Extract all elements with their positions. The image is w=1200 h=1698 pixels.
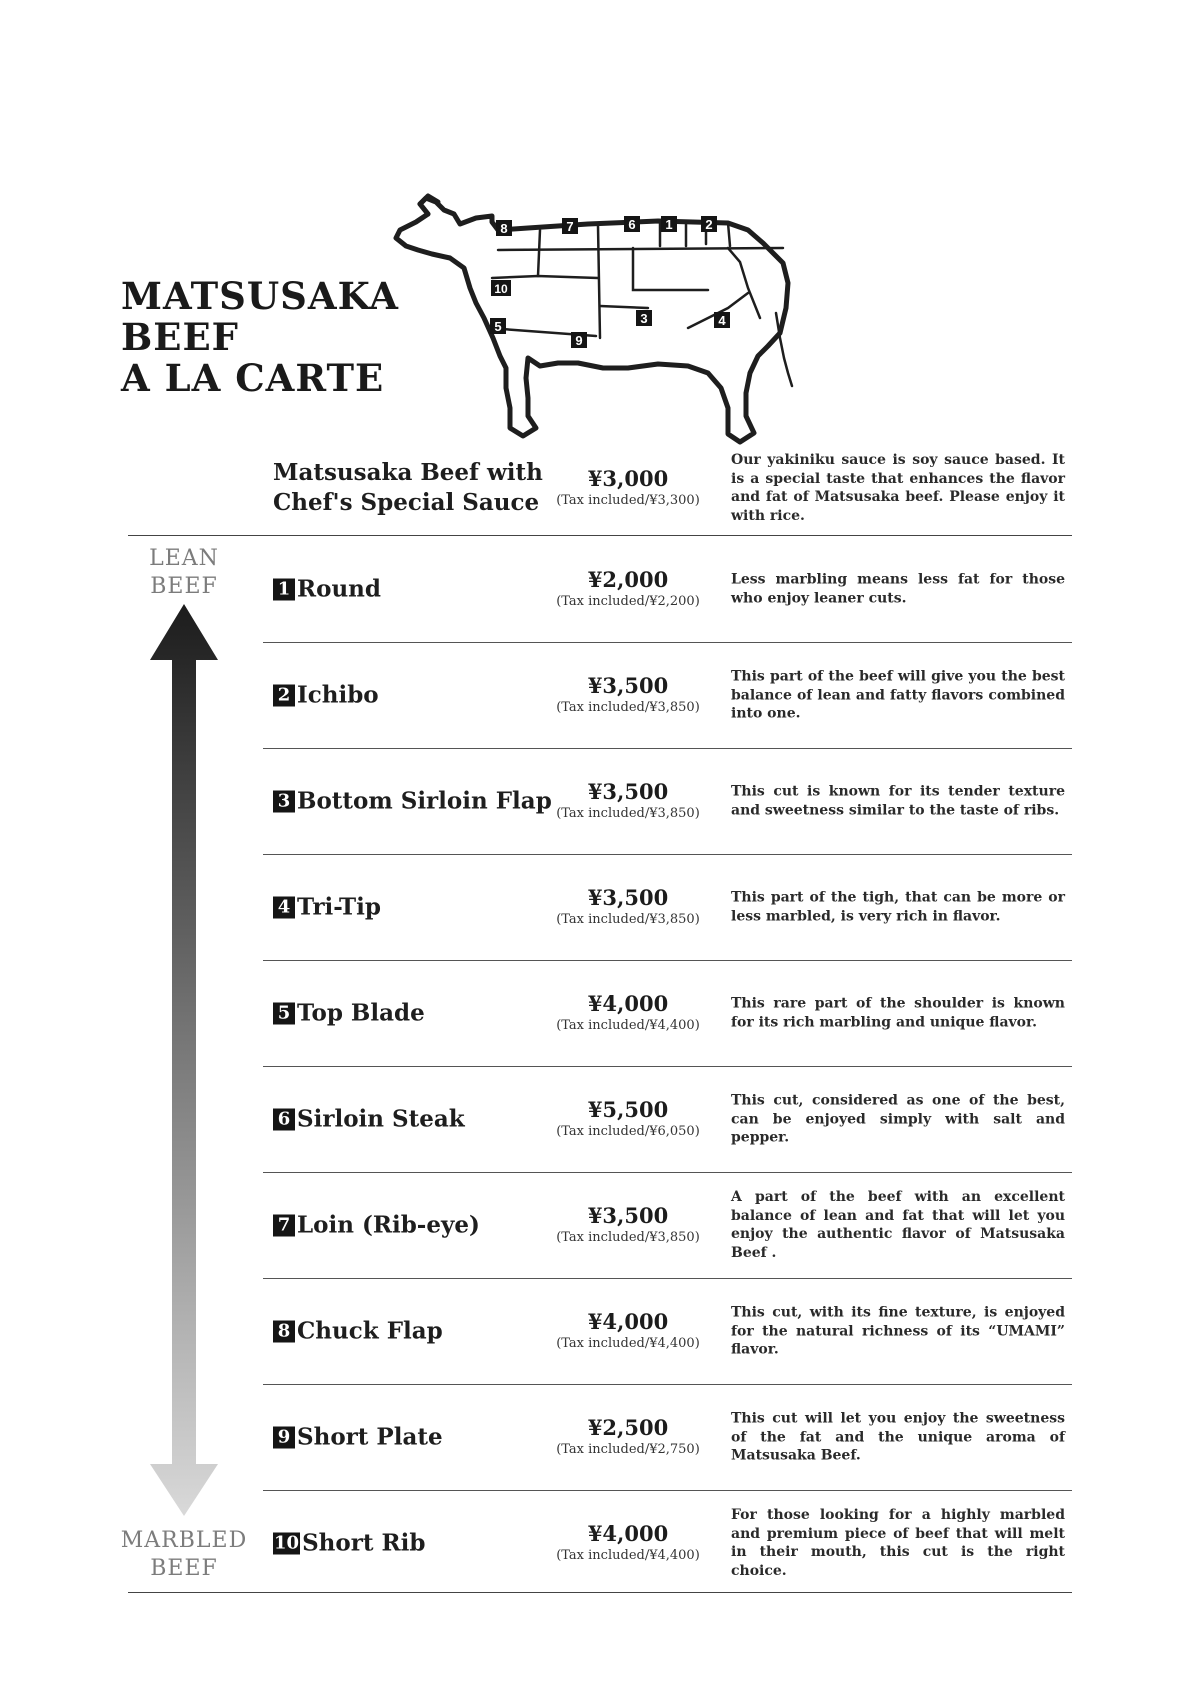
scale-marbled-line-2: BEEF [150,1556,218,1581]
item-number-badge: 3 [273,790,295,812]
item-name-block [273,894,381,921]
item-price-block [553,1309,703,1353]
item-tax-price: (Tax included/¥6,050) [556,1124,700,1139]
item-description: This part of the tigh, that can be more or less marbled, is very rich in flavor. [731,889,1065,924]
diagram-num-5: 5 [494,319,502,334]
menu-item [263,1172,1072,1279]
cut-line-mid [492,276,598,278]
diagram-num-9: 9 [575,333,583,348]
item-name-block [273,1212,480,1239]
item-tax-price: (Tax included/¥2,750) [556,1442,700,1457]
special-sauce-item [273,448,1073,528]
title-line-2: BEEF [121,315,239,359]
item-price: ¥4,000 [587,1521,669,1546]
special-name-line-2: Chef's Special Sauce [273,489,540,516]
menu-item [263,1066,1072,1173]
item-name: Sirloin Steak [297,1105,465,1133]
special-price: ¥3,000 [587,466,669,491]
scale-lean-line-2: BEEF [150,574,218,599]
menu-item [263,642,1072,749]
item-description: For those looking for a highly marbled and premium piece of beef that will melt in their mouth, this cut is the right choice. [731,1507,1065,1579]
item-price: ¥4,000 [587,991,669,1016]
item-price: ¥3,500 [587,885,669,910]
item-tax-price: (Tax included/¥3,850) [556,806,700,821]
item-price: ¥4,000 [587,1309,669,1334]
special-description: Our yakiniku sauce is soy sauce based. It is a special taste that enhances the flavor and fat of Matsusaka beef. Please enjoy it with rice. [731,452,1065,524]
item-description: This cut, considered as one of the best, can be enjoyed simply with salt and pepper. [731,1092,1065,1146]
item-name: Ichibo [297,681,379,709]
item-name: Chuck Flap [297,1317,443,1345]
cow-ear [420,196,438,214]
item-number-badge: 9 [273,1426,295,1448]
diagram-num-1: 1 [665,217,673,232]
diagram-num-4: 4 [718,313,726,328]
item-price-block [553,885,703,929]
item-name: Short Rib [302,1529,426,1557]
item-price-block [553,567,703,611]
menu-item [263,1278,1072,1385]
item-name: Bottom Sirloin Flap [297,787,552,815]
page-title [121,276,399,399]
item-tax-price: (Tax included/¥4,400) [556,1018,700,1033]
item-number-badge: 8 [273,1320,295,1342]
item-description: A part of the beef with an excellent balance of lean and fat that will let you enjoy the authentic flavor of Matsusaka Beef . [731,1189,1065,1261]
item-description: This cut, with its fine texture, is enjoyed for the natural richness of its “UMAMI” flavor. [731,1304,1065,1358]
title-line-1: MATSUSAKA [121,274,399,318]
item-price: ¥2,000 [587,567,669,592]
cut-line-belly [600,306,648,308]
cut-line-rear [728,248,760,318]
item-tax-price: (Tax included/¥4,400) [556,1548,700,1563]
scale-marbled-line-1: MARBLED [120,1528,248,1553]
special-name [273,458,543,518]
item-name-block [273,1530,425,1557]
cut-line-v2 [598,226,600,338]
special-name-line-1: Matsusaka Beef with [273,459,543,486]
scale-lean-line-1: LEAN [149,546,219,571]
item-number-badge: 2 [273,684,295,706]
menu-item [263,536,1072,643]
cut-line-top [498,248,783,250]
menu-item [263,1384,1072,1491]
menu-item [263,748,1072,855]
item-name: Tri-Tip [297,893,381,921]
item-tax-price: (Tax included/¥3,850) [556,1230,700,1245]
item-price-block [553,1097,703,1141]
diagram-num-8: 8 [500,221,508,236]
item-price: ¥3,500 [587,673,669,698]
item-price-block [553,779,703,823]
title-line-3: A LA CARTE [121,356,385,400]
item-tax-price: (Tax included/¥2,200) [556,594,700,609]
item-price: ¥3,500 [587,1203,669,1228]
item-description: This part of the beef will give you the best balance of lean and fatty flavors combined into one. [731,668,1065,722]
item-description: Less marbling means less fat for those who enjoy leaner cuts. [731,571,1065,606]
diagram-num-6: 6 [628,217,636,232]
item-name-block [273,1424,443,1451]
item-price-block [553,991,703,1035]
item-name-block [273,576,381,603]
scale-label-lean [114,545,254,601]
item-name-block [273,682,379,709]
item-number-badge: 7 [273,1214,295,1236]
item-price-block [553,673,703,717]
cow-cuts-diagram [388,188,828,450]
item-tax-price: (Tax included/¥4,400) [556,1336,700,1351]
cut-line-v1 [538,230,540,276]
item-price-block [553,1203,703,1247]
item-name-block [273,788,552,815]
item-name-block [273,1106,465,1133]
cut-line-pocket [633,248,708,290]
item-number-badge: 10 [274,1532,300,1553]
item-tax-price: (Tax included/¥3,850) [556,912,700,927]
menu-item [263,1490,1072,1596]
special-price-block [553,466,703,510]
lean-to-marbled-arrow [148,604,220,1516]
item-description: This cut will let you enjoy the sweetness of the fat and the unique aroma of Matsusaka Beef. [731,1410,1065,1464]
item-price: ¥5,500 [587,1097,669,1122]
item-tax-price: (Tax included/¥3,850) [556,700,700,715]
item-name: Loin (Rib-eye) [297,1211,480,1239]
diagram-num-2: 2 [705,217,713,232]
menu-item [263,854,1072,961]
divider-bottom [128,1592,1072,1593]
item-description: This rare part of the shoulder is known for its rich marbling and unique flavor. [731,995,1065,1030]
special-tax-price: (Tax included/¥3,300) [556,493,700,508]
diagram-num-3: 3 [640,311,648,326]
item-name: Top Blade [297,999,425,1027]
item-number-badge: 5 [273,1002,295,1024]
item-number-badge: 1 [273,578,295,600]
item-price: ¥3,500 [587,779,669,804]
item-name-block [273,1318,443,1345]
item-price: ¥2,500 [587,1415,669,1440]
diagram-num-10: 10 [494,282,508,296]
diagram-num-7: 7 [566,219,574,234]
item-price-block [553,1521,703,1565]
item-number-badge: 4 [273,896,295,918]
item-description: This cut is known for its tender texture and sweetness similar to the taste of ribs. [731,783,1065,818]
menu-item [263,960,1072,1067]
item-number-badge: 6 [273,1108,295,1130]
item-name: Round [297,575,381,603]
item-price-block [553,1415,703,1459]
item-name: Short Plate [297,1423,443,1451]
cut-line-v6 [728,223,730,246]
item-name-block [273,1000,425,1027]
scale-label-marbled [114,1527,254,1583]
